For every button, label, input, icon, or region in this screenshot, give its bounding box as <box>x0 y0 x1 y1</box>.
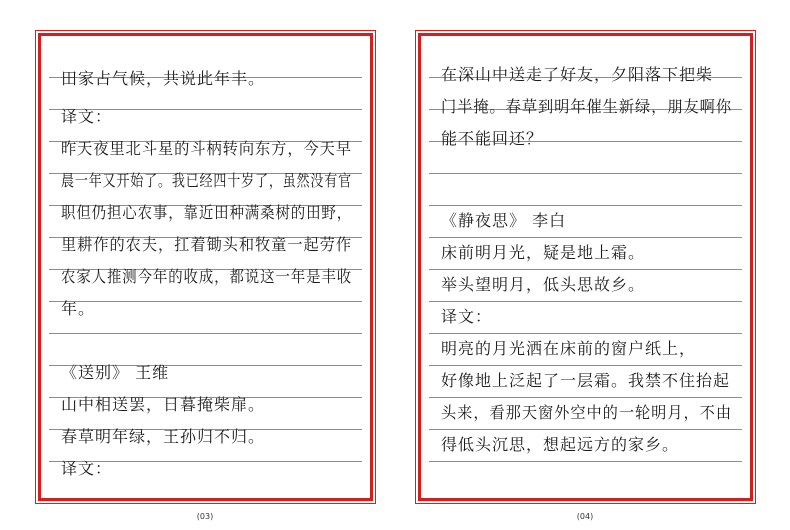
text-line <box>441 156 732 188</box>
copybook-page-left <box>38 33 373 501</box>
text-line: 译文： <box>441 307 493 326</box>
text-line: 田家占气候，共说此年丰。 <box>61 69 266 88</box>
copybook-page-right <box>418 33 753 501</box>
text-line <box>441 462 732 494</box>
text-line: 明亮的月光洒在床前的窗户纸上， <box>441 339 697 358</box>
ruled-lines <box>49 46 362 490</box>
text-line: 年。 <box>61 299 96 318</box>
text-line: 晨一年又开始了。我已经四十岁了，虽然没有官 <box>61 171 352 190</box>
text-line: 里耕作的农夫，扛着锄头和牧童一起劳作 <box>61 235 353 254</box>
text-line: 好像地上泛起了一层霜。我禁不住抬起 <box>441 371 731 390</box>
text-line: 头来，看那天窗外空中的一轮明月，不由 <box>441 403 733 422</box>
ruled-lines <box>429 46 742 490</box>
text-line: 农家人推测今年的收成，都说这一年是丰收 <box>61 267 353 286</box>
text-line: 译文： <box>61 107 113 126</box>
text-line: 昨天夜里北斗星的斗柄转向东方，今天早 <box>61 139 353 158</box>
text-line: 译文： <box>61 459 113 478</box>
text-line: 门半掩。春草到明年催生新绿，朋友啊你 <box>441 97 733 116</box>
text-line: 床前明月光，疑是地上霜。 <box>441 243 646 262</box>
text-line: 职但仍担心农事，靠近田种满桑树的田野， <box>61 203 353 222</box>
poem-title: 《静夜思》 李白 <box>441 211 567 230</box>
text-line: 举头望明月，低头思故乡。 <box>441 275 646 294</box>
text-line: 山中相送罢，日暮掩柴扉。 <box>61 395 266 414</box>
text-line <box>61 326 352 358</box>
page-number: (03) <box>196 512 214 521</box>
text-line: 得低头沉思，想起远方的家乡。 <box>441 435 680 454</box>
page-number: (04) <box>576 512 594 521</box>
text-line: 春草明年绿，王孙归不归。 <box>61 427 266 446</box>
text-line: 在深山中送走了好友，夕阳落下把柴 <box>441 65 714 84</box>
poem-title: 《送别》 王维 <box>61 363 170 382</box>
text-line: 能不能回还？ <box>441 129 544 148</box>
